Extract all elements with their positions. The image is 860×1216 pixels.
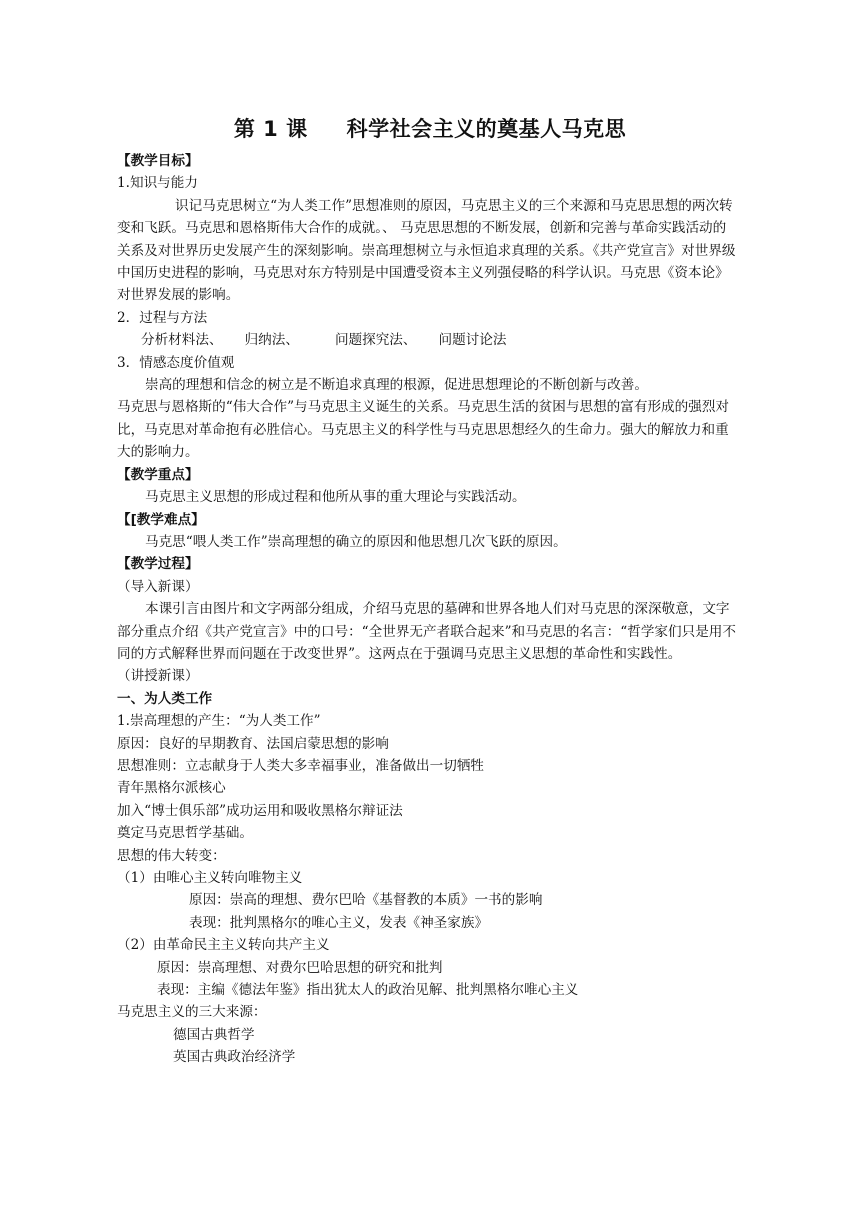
document-body [117,150,737,1069]
list-item: 1.崇高理想的产生：“为人类工作” [117,713,321,730]
list-item: 思想的伟大转变： [117,847,226,864]
attitude-paragraph: 马克思与恩格斯的“伟大合作”与马克思主义诞生的关系。马克思生活的贫困与思想的富有形成的强烈对比，马克思对革命抱有必胜信心。马克思主义的科学性与马克思思想经久的生命力。强大的解放力和重大的影响力。 [117,399,730,461]
knowledge-paragraph: 识记马克思树立“为人类工作”思想准则的原因，马克思主义的三个来源和马克思思想的两次转变和飞跃。马克思和恩格斯伟大合作的成就。、 马克思思想的不断发展，创新和完善与革命实践活动的关系及对世界历史发展产生的深刻影响。崇高理想树立与永恒追求真理的关系。《共产党宣言》对世界级中国历史进程的影响，马克思对东方特别是中国遭受资本主义列强侵略的科学认识。马克思《资本论》对世界发展的影响。 [117,197,736,304]
difficulty-heading: 【[教学难点】 [117,511,205,528]
list-item: 奠定马克思哲学基础。 [117,825,253,842]
list-item: 思想准则：立志献身于人类大多幸福事业，准备做出一切牺牲 [117,757,485,774]
list-item: 德国古典哲学 [173,1026,255,1043]
list-item: 青年黑格尔派核心 [117,780,226,797]
objectives-heading: 【教学目标】 [117,153,199,169]
method-item: 归纳法、 [244,332,299,349]
methods-list [117,329,737,351]
intro-paragraph: 本课引言由图片和文字两部分组成，介绍马克思的墓碑和世界各地人们对马克思的深深敬意，文字部分重点介绍《共产党宣言》中的口号：“全世界无产者联合起来”和马克思的名言：“哲学家们只是用不同的方式解释世界而问题在于改变世界”。这两点在于强调马克思主义思想的革命性和实践性。 [117,601,736,662]
method-item: 问题探究法、 [334,332,417,349]
page-title: 第 1 课 科学社会主义的奠基人马克思 [233,117,627,141]
section-heading: 一、为人类工作 [117,690,213,707]
attitude-line: 崇高的理想和信念的树立是不断追求真理的根源，促进思想理论的不断创新与改善。 [145,377,648,394]
process-method-heading: 2．过程与方法 [117,309,208,326]
list-item: 表现：批判黑格尔的唯心主义，发表《神圣家族》 [189,914,489,931]
keypoint-text: 马克思主义思想的形成过程和他所从事的重大理论与实践活动。 [145,489,526,506]
teaching-process-heading: 【教学过程】 [117,556,199,573]
difficulty-text: 马克思“喂人类工作”崇高理想的确立的原因和他思想几次飞跃的原因。 [145,533,567,550]
lecture-label: （讲授新课） [117,668,199,685]
list-item: 加入“博士俱乐部”成功运用和吸收黑格尔辩证法 [117,802,403,819]
list-item: 英国古典政治经济学 [173,1049,296,1066]
list-item: 表现：主编《德法年鉴》指出犹太人的政治见解、批判黑格尔唯心主义 [157,982,579,999]
list-item: （1）由唯心主义转向唯物主义 [117,870,303,886]
intro-label: （导入新课） [117,578,199,595]
list-item: 原因：良好的早期教育、法国启蒙思想的影响 [117,735,389,752]
list-item: 马克思主义的三大来源： [117,1004,267,1021]
attitude-heading: 3．情感态度价值观 [117,354,235,371]
method-item: 问题讨论法 [438,332,507,349]
list-item: （2）由革命民主主义转向共产主义 [117,937,330,954]
list-item: 原因：崇高理想、对费尔巴哈思想的研究和批判 [157,959,443,976]
knowledge-heading: 1.知识与能力 [117,175,198,192]
list-item: 原因：崇高的理想、费尔巴哈《基督教的本质》一书的影响 [189,892,543,909]
method-item: 分析材料法、 [141,332,223,349]
keypoint-heading: 【教学重点】 [117,466,199,483]
